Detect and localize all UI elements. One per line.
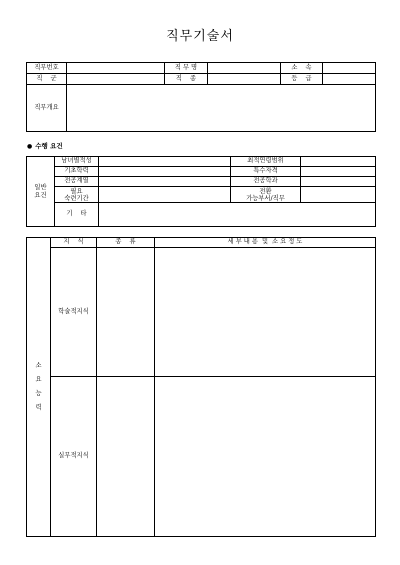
grade-label: 등 급 bbox=[281, 74, 323, 85]
etc-label: 기 타 bbox=[55, 203, 99, 227]
job-number-label: 직무번호 bbox=[27, 63, 67, 74]
grade-field[interactable] bbox=[323, 74, 376, 85]
job-type-field[interactable] bbox=[208, 74, 281, 85]
affiliation-label: 소 속 bbox=[281, 63, 323, 74]
etc-field[interactable] bbox=[99, 203, 376, 227]
basic-education-field[interactable] bbox=[99, 167, 231, 177]
practical-detail-field[interactable] bbox=[155, 377, 376, 537]
overview-field[interactable] bbox=[67, 85, 376, 132]
optimal-age-label: 최적연령범위 bbox=[231, 157, 301, 167]
required-ability-table bbox=[26, 237, 376, 537]
type-column-header: 종 류 bbox=[97, 238, 155, 248]
gender-aptitude-field[interactable] bbox=[99, 157, 231, 167]
required-ability-label: 소 요 능 력 bbox=[27, 238, 51, 537]
affiliation-field[interactable] bbox=[323, 63, 376, 74]
major-department-field[interactable] bbox=[301, 177, 376, 187]
required-experience-label: 필요 숙련기간 bbox=[55, 187, 99, 203]
knowledge-column-header: 지 식 bbox=[51, 238, 97, 248]
job-group-field[interactable] bbox=[67, 74, 165, 85]
academic-knowledge-label: 학술적지식 bbox=[51, 248, 97, 377]
special-qualification-field[interactable] bbox=[301, 167, 376, 177]
transferable-dept-label: 전환 가능부서/직무 bbox=[231, 187, 301, 203]
academic-detail-field[interactable] bbox=[155, 248, 376, 377]
practical-knowledge-label: 실무적지식 bbox=[51, 377, 97, 537]
practical-type-field[interactable] bbox=[97, 377, 155, 537]
special-qualification-label: 특수자격 bbox=[231, 167, 301, 177]
section-title bbox=[27, 141, 63, 150]
job-header-table bbox=[26, 62, 376, 132]
general-requirements-label: 일반 요건 bbox=[27, 157, 55, 227]
detail-column-header: 세 부 내 용 및 소 요 정 도 bbox=[155, 238, 376, 248]
job-group-label: 직 군 bbox=[27, 74, 67, 85]
major-department-label: 전공학과 bbox=[231, 177, 301, 187]
basic-education-label: 기초학력 bbox=[55, 167, 99, 177]
major-field-label: 전공계열 bbox=[55, 177, 99, 187]
transferable-dept-field[interactable] bbox=[301, 187, 376, 203]
major-field-field[interactable] bbox=[99, 177, 231, 187]
requirements-table bbox=[26, 156, 376, 227]
job-name-label: 직 무 명 bbox=[165, 63, 208, 74]
required-experience-field[interactable] bbox=[99, 187, 231, 203]
job-type-label: 직 종 bbox=[165, 74, 208, 85]
section-title-text: 수행 요건 bbox=[35, 142, 63, 150]
gender-aptitude-label: 남녀별적성 bbox=[55, 157, 99, 167]
job-number-field[interactable] bbox=[67, 63, 165, 74]
bullet-icon: ● bbox=[27, 143, 33, 150]
overview-label: 직무개요 bbox=[27, 85, 67, 132]
job-name-field[interactable] bbox=[208, 63, 281, 74]
page-title: 직무기술서 bbox=[166, 29, 234, 44]
optimal-age-field[interactable] bbox=[301, 157, 376, 167]
academic-type-field[interactable] bbox=[97, 248, 155, 377]
